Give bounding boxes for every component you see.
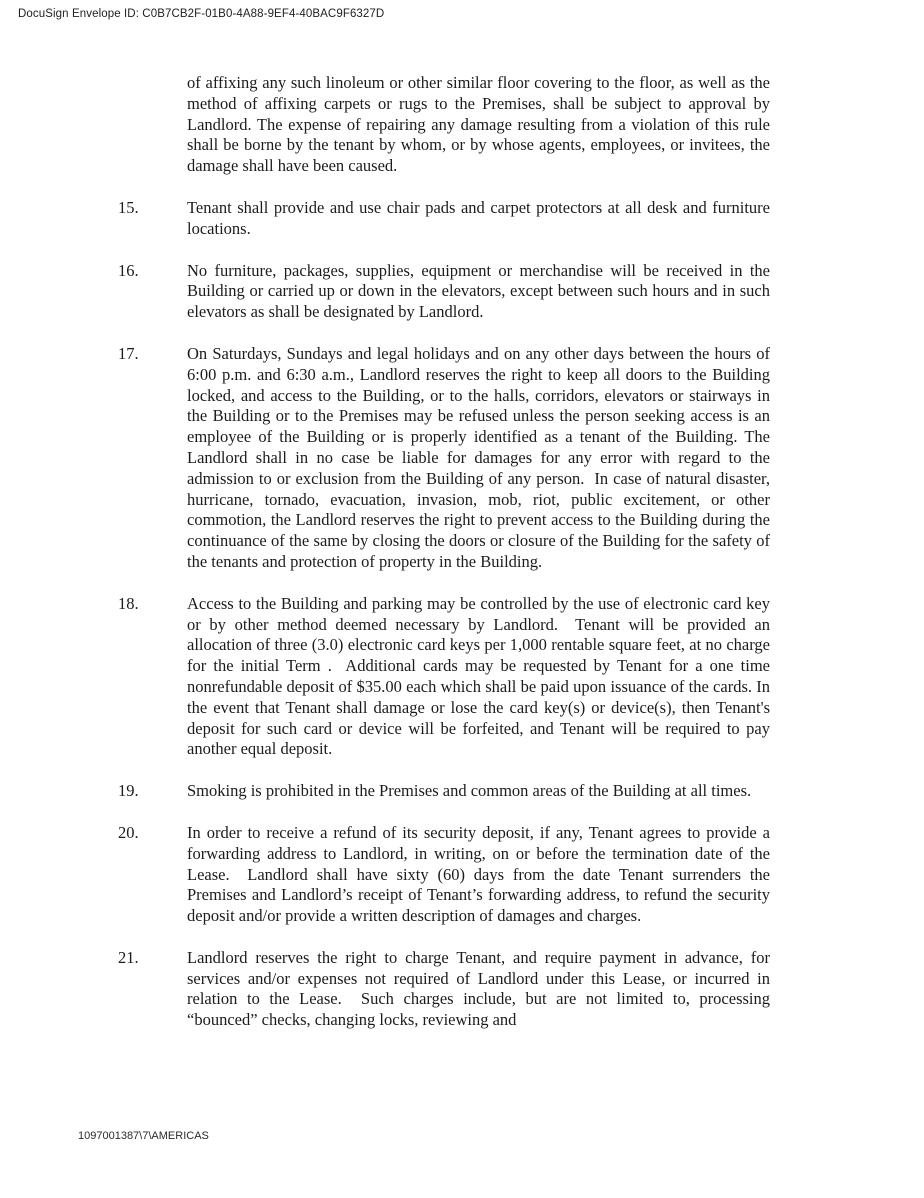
rule-item-15 bbox=[118, 198, 770, 240]
document-reference-number: 1097001387\7\AMERICAS bbox=[78, 1130, 209, 1142]
rules-list bbox=[118, 73, 770, 1031]
rule-item-19 bbox=[118, 781, 770, 802]
rule-item-17 bbox=[118, 344, 770, 573]
rule-text: On Saturdays, Sundays and legal holidays and on any other days between the hours of 6:00 p.m. and 6:30 a.m., Landlord reserves the right to keep all doors to the Building locked, and access to the Building, or to the halls, corridors, elevators or stairways in the Building or to the Premises may be refused unless the person seeking access is an employee of the Building or is properly identified as a tenant of the Building. The Landlord shall in no case be liable for damages for any error with regard to the admission to or exclusion from the Building of any person. In case of natural disaster, hurricane, tornado, evacuation, invasion, mob, riot, public excitement, or other commotion, the Landlord reserves the right to prevent access to the Building during the continuance of the same by closing the doors or closure of the Building for the safety of the tenants and protection of property in the Building. bbox=[187, 343, 770, 571]
rule-item-20 bbox=[118, 823, 770, 927]
rule-number: 15. bbox=[118, 197, 139, 217]
rule-text: In order to receive a refund of its security deposit, if any, Tenant agrees to provide a forwarding address to Landlord, in writing, on or before the termination date of the Lease. Landlord shall have sixty (60) days from the date Tenant surrenders the Premises and Landlord’s receipt of Tenant’s forwarding address, to refund the security deposit and/or provide a written description of damages and charges. bbox=[187, 822, 770, 926]
rule-number: 18. bbox=[118, 593, 139, 613]
rule-text: Landlord reserves the right to charge Tenant, and require payment in advance, for services and/or expenses not required of Landlord under this Lease, or incurred in relation to the Lease. Such charges include, but are not limited to, processing “bounced” checks, changing locks, reviewing and bbox=[187, 947, 770, 1030]
rule-item-18 bbox=[118, 594, 770, 760]
rule-number: 20. bbox=[118, 822, 139, 842]
rule-number: 19. bbox=[118, 781, 139, 801]
rule-number: 16. bbox=[118, 260, 139, 280]
rule-text: Smoking is prohibited in the Premises and common areas of the Building at all times. bbox=[187, 781, 752, 801]
docusign-envelope-id: DocuSign Envelope ID: C0B7CB2F-01B0-4A88-9EF4-40BAC9F6327D bbox=[18, 8, 385, 20]
rule-item-16 bbox=[118, 261, 770, 323]
rule-number: 21. bbox=[118, 947, 139, 967]
rule-text: Tenant shall provide and use chair pads and carpet protectors at all desk and furniture locations. bbox=[187, 197, 770, 238]
rule-item-21 bbox=[118, 948, 770, 1031]
rule-text: Access to the Building and parking may be controlled by the use of electronic card key or by other method deemed necessary by Landlord. Tenant will be provided an allocation of three (3.0) electronic card keys per 1,000 rentable square feet, at no charge for the initial Term . Additional cards may be requested by Tenant for a one time nonrefundable deposit of $35.00 each which shall be paid upon issuance of the cards. In the event that Tenant shall damage or lose the card key(s) or device(s), then Tenant's deposit for such card or device will be forfeited, and Tenant will be required to pay another equal deposit. bbox=[187, 593, 770, 759]
rule-text: No furniture, packages, supplies, equipment or merchandise will be received in the Building or carried up or down in the elevators, except between such hours and in such elevators as shall be designated by Landlord. bbox=[187, 260, 770, 322]
paragraph-text: of affixing any such linoleum or other similar floor covering to the floor, as well as the method of affixing carpets or rugs to the Premises, shall be subject to approval by Landlord. The expense of repairing any damage resulting from a violation of this rule shall be borne by the tenant by whom, or by whose agents, employees, or invitees, the damage shall have been caused. bbox=[187, 73, 770, 176]
paragraph-continuation bbox=[118, 73, 770, 177]
rule-number: 17. bbox=[118, 343, 139, 363]
